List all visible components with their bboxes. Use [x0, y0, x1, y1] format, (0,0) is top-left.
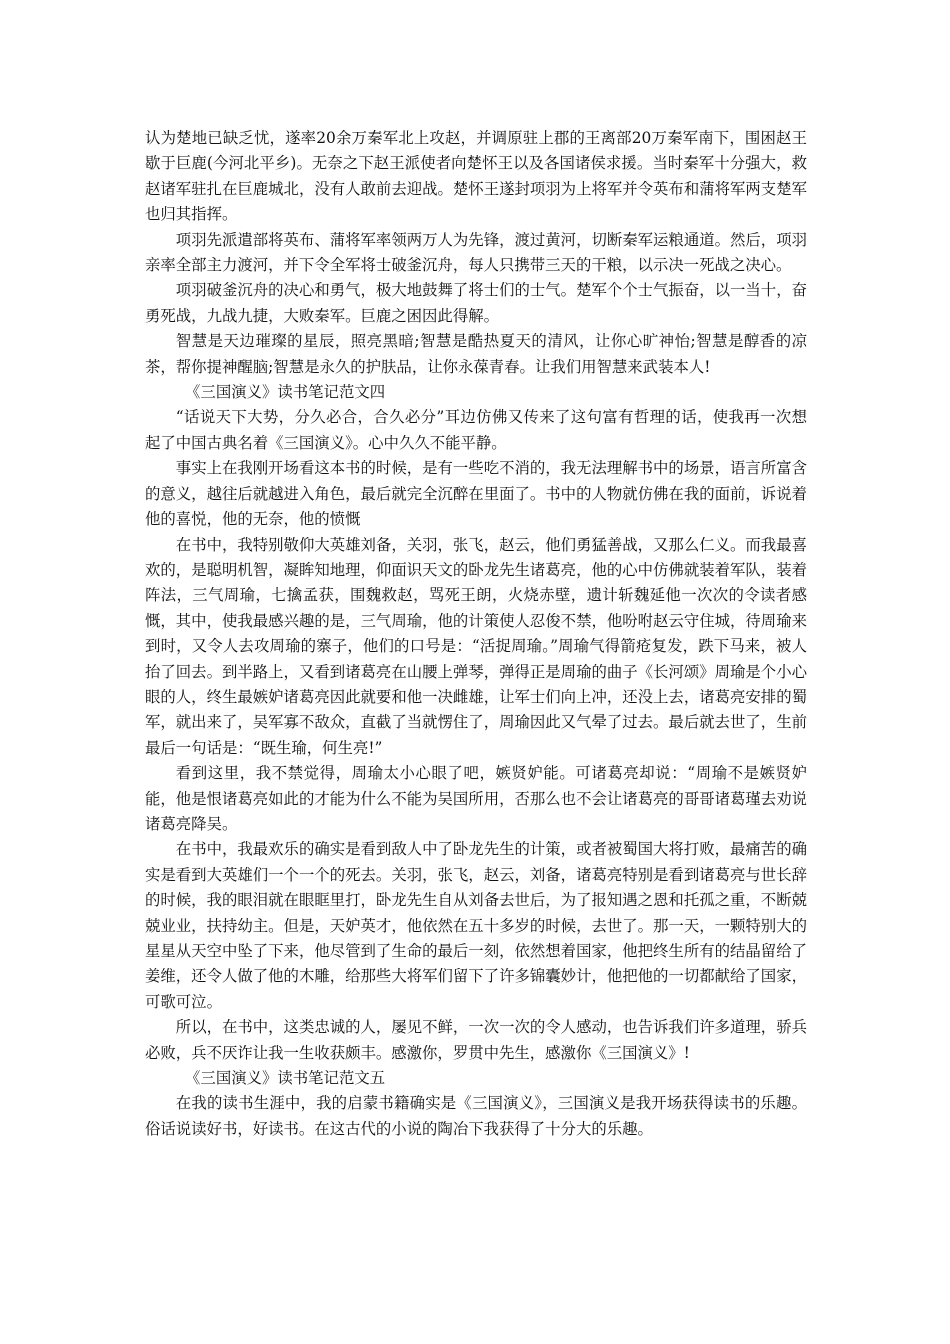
- paragraph-xiangyu-advance: 项羽先派遣部将英布、蒲将军率领两万人为先锋，渡过黄河，切断秦军运粮通道。然后，项羽亲率全部主力渡河，并下令全军将士破釜沉舟，每人只携带三天的干粮，以示决一死战之决心。: [145, 230, 807, 275]
- paragraph-joy-and-sorrow: 在书中，我最欢乐的确实是看到敌人中了卧龙先生的计策，或者被蜀国大将打败，最痛苦的确实是看到大英雄们一个一个的死去。关羽，张飞，赵云，刘备，诸葛亮特别是看到诸葛亮与世长辞的时候，我的眼泪就在眼眶里打，卧龙先生自从刘备去世后，为了报知遇之恩和托孤之重，不断兢兢业业，扶持幼主。但是，天妒英才，他依然在五十多岁的时候，去世了。那一天，一颗特别大的星星从天空中坠了下来，他尽管到了生命的最后一刻，依然想着国家，他把终生所有的结晶留给了姜维，还令人做了他的木雕，给那些大将军们留下了许多锦囊妙计，他把他的一切都献给了国家，可歌可泣。: [145, 840, 807, 1011]
- paragraph-zhouyu: 看到这里，我不禁觉得，周瑜太小心眼了吧，嫉贤妒能。可诸葛亮却说：“周瑜不是嫉贤妒能，他是恨诸葛亮如此的才能为什么不能为吴国所用，否那么也不会让诸葛亮的哥哥诸葛瑾去劝说诸葛亮降吴。: [145, 764, 807, 833]
- paragraph-conclusion: 所以，在书中，这类忠诚的人，屡见不鲜，一次一次的令人感动，也告诉我们许多道理，骄兵必败，兵不厌诈让我一生收获颇丰。感激你，罗贯中先生，感激你《三国演义》!: [145, 1018, 807, 1062]
- paragraph-pofuchenzhou: 项羽破釜沉舟的决心和勇气，极大地鼓舞了将士们的士气。楚军个个士气振奋，以一当十，奋勇死战，九战九捷，大败秦军。巨鹿之困因此得解。: [145, 281, 807, 325]
- paragraph-enlightenment: 在我的读书生涯中，我的启蒙书籍确实是《三国演义》，三国演义是我开场获得读书的乐趣。俗话说读好书，好读书。在这古代的小说的陶冶下我获得了十分大的乐趣。: [145, 1094, 807, 1138]
- section-heading-five: 《三国演义》读书笔记范文五: [185, 1069, 386, 1088]
- paragraph-wisdom: 智慧是天边璀璨的星辰，照亮黑暗;智慧是酷热夏天的清风，让你心旷神怡;智慧是醇香的凉茶，帮你提神醒脑;智慧是永久的护肤品，让你永葆青春。让我们用智慧来武装本人!: [145, 332, 807, 376]
- paragraph-heroes: 在书中，我特别敬仰大英雄刘备，关羽，张飞，赵云，他们勇猛善战，又那么仁义。而我最喜欢的，是聪明机智，凝眸知地理，仰面识天文的卧龙先生诸葛亮，他的心中仿佛就装着军队，装着阵法，三气周瑜，七擒孟获，围魏救赵，骂死王朗，火烧赤壁，遗计斩魏延他一次次的令读者感慨，其中，使我最感兴趣的是，三气周瑜，他的计策使人忍俊不禁，他吩咐赵云守住城，待周瑜来到时，又令人去攻周瑜的寨子，他们的口号是：“活捉周瑜。”周瑜气得箭疮复发，跌下马来，被人抬了回去。到半路上，又看到诸葛亮在山腰上弹琴，弹得正是周瑜的曲子《长河颂》周瑜是个小心眼的人，终生最嫉妒诸葛亮因此就要和他一决雌雄，让军士们向上冲，还没上去，诸葛亮安排的蜀军，就出来了，吴军寡不敌众，直截了当就愣住了，周瑜因此又气晕了过去。最后就去世了，生前最后一句话是：“既生瑜，何生亮!”: [145, 535, 807, 757]
- section-heading-four: 《三国演义》读书笔记范文四: [185, 383, 386, 402]
- paragraph-first-reading: 事实上在我刚开场看这本书的时候，是有一些吃不消的，我无法理解书中的场景，语言所富含的意义，越往后就越进入角色，最后就完全沉醉在里面了。书中的人物就仿佛在我的面前，诉说着他的喜悦，他的无奈，他的愤慨: [145, 459, 807, 529]
- paragraph-opening-quote: “话说天下大势，分久必合，合久必分”耳边仿佛又传来了这句富有哲理的话，使我再一次想起了中国古典名着《三国演义》。心中久久不能平静。: [145, 408, 807, 452]
- paragraph-continuation: 认为楚地已缺乏忧，遂率20余万秦军北上攻赵，并调原驻上郡的王离部20万秦军南下，围困赵王歇于巨鹿(今河北平乡)。无奈之下赵王派使者向楚怀王以及各国诸侯求援。当时秦军十分强大，救赵诸军驻扎在巨鹿城北，没有人敢前去迎战。楚怀王遂封项羽为上将军并令英布和蒲将军两支楚军也归其指挥。: [145, 129, 807, 224]
- document-body: [145, 126, 807, 1142]
